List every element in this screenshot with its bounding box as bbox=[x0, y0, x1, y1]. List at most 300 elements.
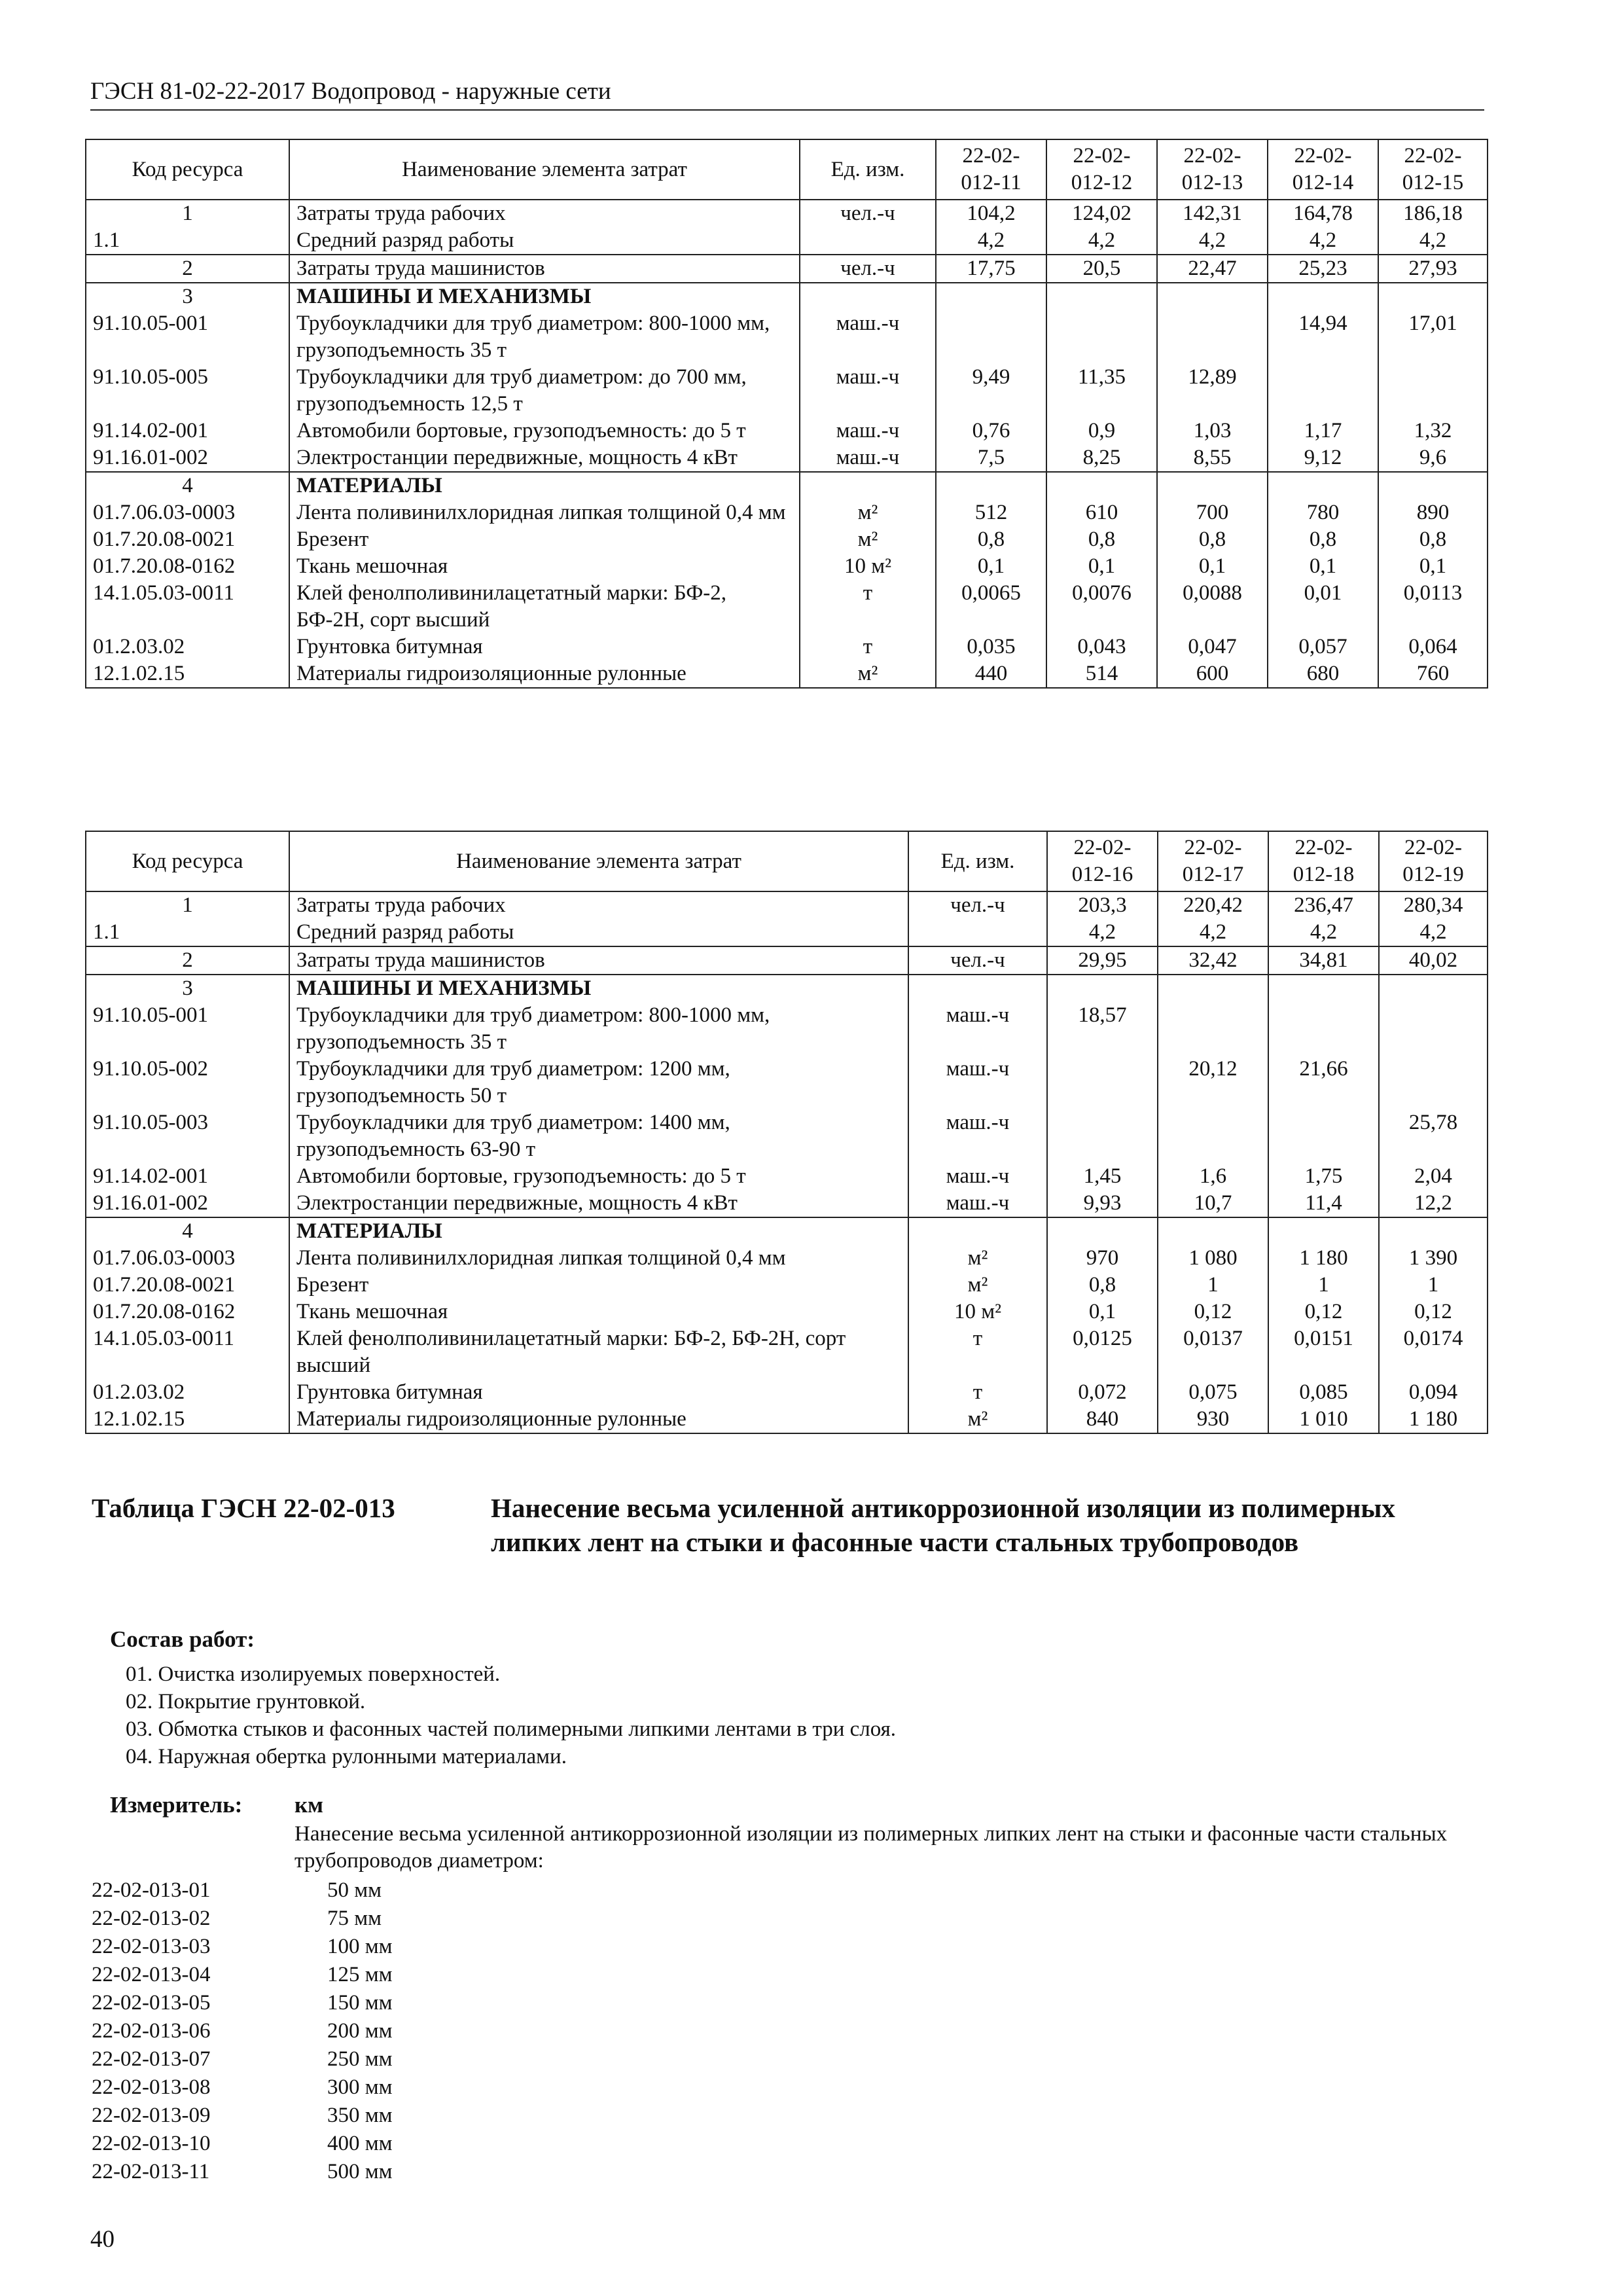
resource-name: Клей фенолполивинилацетатный марки: БФ-2, БФ-2Н, сорт высший bbox=[289, 1325, 908, 1379]
entry-row bbox=[92, 1990, 393, 2016]
entry-diameter: 125 мм bbox=[327, 1963, 393, 1986]
resource-value: 9,93 bbox=[1047, 1190, 1158, 1217]
resource-value bbox=[1047, 975, 1158, 1002]
resource-unit: т bbox=[800, 634, 936, 660]
resource-value bbox=[1268, 975, 1379, 1002]
resource-unit bbox=[800, 472, 936, 499]
resource-name: Материалы гидроизоляционные рулонные bbox=[289, 660, 800, 688]
header-norm-code bbox=[1268, 139, 1378, 200]
work-item: 01. Очистка изолируемых поверхностей. bbox=[126, 1662, 501, 1686]
resource-code: 91.14.02-001 bbox=[86, 1163, 289, 1190]
table-row bbox=[86, 310, 1488, 364]
norm-code-line: 012-18 bbox=[1293, 863, 1355, 886]
table-row bbox=[86, 634, 1488, 660]
entry-diameter: 250 мм bbox=[327, 2047, 393, 2071]
header-code: Код ресурса bbox=[86, 139, 289, 200]
norm-code-line: 012-14 bbox=[1292, 171, 1354, 194]
resource-value: 0,057 bbox=[1268, 634, 1378, 660]
resource-value: 600 bbox=[1157, 660, 1268, 688]
entry-diameter: 400 мм bbox=[327, 2132, 393, 2155]
resource-unit: 10 м² bbox=[800, 553, 936, 580]
resource-value: 1 bbox=[1268, 1272, 1379, 1299]
resource-value: 1 180 bbox=[1268, 1245, 1379, 1272]
resource-value: 11,35 bbox=[1046, 364, 1157, 418]
resource-value: 20,5 bbox=[1046, 255, 1157, 283]
norm-code-line: 22-02- bbox=[1073, 144, 1131, 168]
resource-value: 4,2 bbox=[1157, 227, 1268, 255]
resource-unit bbox=[908, 975, 1047, 1002]
table-row bbox=[86, 1406, 1488, 1433]
resource-unit: маш.-ч bbox=[800, 310, 936, 364]
resource-name: Ткань мешочная bbox=[289, 553, 800, 580]
resource-value: 25,78 bbox=[1379, 1109, 1488, 1163]
header-norm-code bbox=[1378, 139, 1488, 200]
resource-value: 840 bbox=[1047, 1406, 1158, 1433]
resource-value: 8,55 bbox=[1157, 444, 1268, 472]
resource-code: 3 bbox=[86, 283, 289, 310]
resource-name: Трубоукладчики для труб диаметром: 1400 мм, грузоподъемность 63-90 т bbox=[289, 1109, 908, 1163]
resource-value bbox=[1047, 1056, 1158, 1109]
resource-unit bbox=[800, 227, 936, 255]
resource-value: 12,2 bbox=[1379, 1190, 1488, 1217]
resource-value: 0,0125 bbox=[1047, 1325, 1158, 1379]
resource-value: 1,75 bbox=[1268, 1163, 1379, 1190]
resource-value: 4,2 bbox=[936, 227, 1046, 255]
resource-name: Брезент bbox=[289, 526, 800, 553]
entry-diameter: 350 мм bbox=[327, 2104, 393, 2127]
resource-value bbox=[936, 472, 1046, 499]
resource-unit: маш.-ч bbox=[908, 1002, 1047, 1056]
resource-name: Трубоукладчики для труб диаметром: 1200 мм, грузоподъемность 50 т bbox=[289, 1056, 908, 1109]
norm-code-line: 22-02- bbox=[1183, 144, 1241, 168]
norm-code-line: 22-02- bbox=[1404, 836, 1462, 859]
entry-row bbox=[92, 2130, 393, 2157]
table-row bbox=[86, 444, 1488, 472]
resource-value: 21,66 bbox=[1268, 1056, 1379, 1109]
resource-value: 280,34 bbox=[1379, 891, 1488, 919]
table-caption-label: Таблица ГЭСН 22-02-013 bbox=[92, 1493, 395, 1523]
table-row bbox=[86, 660, 1488, 688]
resource-value: 0,12 bbox=[1268, 1299, 1379, 1325]
resource-value: 20,12 bbox=[1158, 1056, 1268, 1109]
resource-value: 4,2 bbox=[1268, 919, 1379, 946]
resource-name: Затраты труда машинистов bbox=[289, 255, 800, 283]
resource-value: 0,072 bbox=[1047, 1379, 1158, 1406]
resource-value: 1 010 bbox=[1268, 1406, 1379, 1433]
resource-unit: т bbox=[800, 580, 936, 634]
table-row bbox=[86, 919, 1488, 946]
resource-value: 0,085 bbox=[1268, 1379, 1379, 1406]
resource-value bbox=[1378, 472, 1488, 499]
resource-code: 01.7.20.08-0162 bbox=[86, 553, 289, 580]
resource-name: МАТЕРИАЛЫ bbox=[289, 1217, 908, 1245]
resource-value: 514 bbox=[1046, 660, 1157, 688]
resource-code: 14.1.05.03-0011 bbox=[86, 1325, 289, 1379]
resource-value: 18,57 bbox=[1047, 1002, 1158, 1056]
resource-value: 0,0088 bbox=[1157, 580, 1268, 634]
entry-code: 22-02-013-02 bbox=[92, 1907, 211, 1930]
resource-code: 91.10.05-003 bbox=[86, 1109, 289, 1163]
resource-value: 0,047 bbox=[1157, 634, 1268, 660]
norm-code-line: 012-13 bbox=[1181, 171, 1243, 194]
resource-value: 4,2 bbox=[1158, 919, 1268, 946]
entry-code: 22-02-013-05 bbox=[92, 1991, 211, 2015]
resource-unit: м² bbox=[908, 1406, 1047, 1433]
resource-code: 14.1.05.03-0011 bbox=[86, 580, 289, 634]
resource-code: 01.2.03.02 bbox=[86, 1379, 289, 1406]
work-item: 03. Обмотка стыков и фасонных частей полимерными липкими лентами в три слоя. bbox=[126, 1717, 897, 1741]
resource-value bbox=[1158, 1217, 1268, 1245]
resource-value bbox=[1046, 472, 1157, 499]
entry-row bbox=[92, 2018, 393, 2044]
resource-value bbox=[1268, 283, 1378, 310]
resource-value bbox=[1157, 283, 1268, 310]
resource-value: 780 bbox=[1268, 499, 1378, 526]
resource-value bbox=[1378, 283, 1488, 310]
resource-code: 91.10.05-001 bbox=[86, 1002, 289, 1056]
norm-code-line: 012-16 bbox=[1071, 863, 1133, 886]
table-row bbox=[86, 526, 1488, 553]
resource-value: 760 bbox=[1378, 660, 1488, 688]
resource-value: 0,075 bbox=[1158, 1379, 1268, 1406]
resource-code: 2 bbox=[86, 255, 289, 283]
header-norm-code bbox=[1268, 831, 1379, 891]
resource-value: 1,32 bbox=[1378, 418, 1488, 444]
resource-value: 220,42 bbox=[1158, 891, 1268, 919]
resource-value: 1 390 bbox=[1379, 1245, 1488, 1272]
resource-value: 9,12 bbox=[1268, 444, 1378, 472]
resource-value: 0,035 bbox=[936, 634, 1046, 660]
resource-value: 12,89 bbox=[1157, 364, 1268, 418]
table-row bbox=[86, 499, 1488, 526]
resource-code: 1.1 bbox=[86, 227, 289, 255]
measure-description: Нанесение весьма усиленной антикоррозионной изоляции из полимерных липких лент на стыки и фасонные части стальных трубопроводов диаметром: bbox=[294, 1822, 1448, 1873]
resource-code: 91.16.01-002 bbox=[86, 444, 289, 472]
resource-value: 440 bbox=[936, 660, 1046, 688]
resource-value: 14,94 bbox=[1268, 310, 1378, 364]
work-item: 02. Покрытие грунтовкой. bbox=[126, 1690, 366, 1713]
resource-value: 0,0076 bbox=[1046, 580, 1157, 634]
measure-heading: Измеритель: bbox=[110, 1792, 243, 1818]
header-norm-code bbox=[1379, 831, 1488, 891]
resource-unit: м² bbox=[800, 499, 936, 526]
table-row bbox=[86, 891, 1488, 919]
entry-code: 22-02-013-06 bbox=[92, 2019, 211, 2043]
resource-value bbox=[1379, 1056, 1488, 1109]
resource-value: 512 bbox=[936, 499, 1046, 526]
resource-value: 164,78 bbox=[1268, 200, 1378, 227]
resource-code: 01.7.20.08-0021 bbox=[86, 526, 289, 553]
header-norm-code bbox=[936, 139, 1046, 200]
resource-value: 4,2 bbox=[1379, 919, 1488, 946]
resource-value bbox=[1268, 364, 1378, 418]
header-norm-code bbox=[1047, 831, 1158, 891]
table-row bbox=[86, 1190, 1488, 1217]
resource-unit: маш.-ч bbox=[908, 1056, 1047, 1109]
resource-name: Грунтовка битумная bbox=[289, 1379, 908, 1406]
resource-name: Материалы гидроизоляционные рулонные bbox=[289, 1406, 908, 1433]
resource-value: 0,12 bbox=[1158, 1299, 1268, 1325]
resource-unit: м² bbox=[800, 660, 936, 688]
resource-code: 91.10.05-002 bbox=[86, 1056, 289, 1109]
header-unit: Ед. изм. bbox=[800, 139, 936, 200]
norm-code-line: 22-02- bbox=[962, 144, 1020, 168]
table-row bbox=[86, 1245, 1488, 1272]
resource-value: 8,25 bbox=[1046, 444, 1157, 472]
header-name: Наименование элемента затрат bbox=[289, 831, 908, 891]
header-norm-code bbox=[1158, 831, 1268, 891]
resource-value: 970 bbox=[1047, 1245, 1158, 1272]
resource-unit: маш.-ч bbox=[908, 1190, 1047, 1217]
resource-code: 91.16.01-002 bbox=[86, 1190, 289, 1217]
entry-row bbox=[92, 2102, 393, 2128]
resource-value bbox=[1268, 472, 1378, 499]
table-row bbox=[86, 1056, 1488, 1109]
resource-value: 32,42 bbox=[1158, 946, 1268, 975]
resource-value: 0,1 bbox=[1047, 1299, 1158, 1325]
entry-row bbox=[92, 1905, 382, 1931]
resource-value: 0,094 bbox=[1379, 1379, 1488, 1406]
resource-value: 11,4 bbox=[1268, 1190, 1379, 1217]
resource-name: МАШИНЫ И МЕХАНИЗМЫ bbox=[289, 975, 908, 1002]
resource-name: Затраты труда рабочих bbox=[289, 200, 800, 227]
resource-value: 0,0065 bbox=[936, 580, 1046, 634]
resource-value: 7,5 bbox=[936, 444, 1046, 472]
entry-row bbox=[92, 2074, 393, 2100]
resource-value bbox=[1046, 310, 1157, 364]
entry-diameter: 75 мм bbox=[327, 1907, 382, 1930]
resource-code: 4 bbox=[86, 472, 289, 499]
resource-value bbox=[936, 283, 1046, 310]
resource-code: 01.7.06.03-0003 bbox=[86, 499, 289, 526]
resource-value bbox=[1158, 1109, 1268, 1163]
resource-name: Электростанции передвижные, мощность 4 кВт bbox=[289, 444, 800, 472]
resource-value: 34,81 bbox=[1268, 946, 1379, 975]
table-row bbox=[86, 418, 1488, 444]
entry-diameter: 50 мм bbox=[327, 1878, 382, 1902]
resource-unit: т bbox=[908, 1325, 1047, 1379]
entry-code: 22-02-013-01 bbox=[92, 1878, 211, 1902]
resource-value bbox=[1047, 1217, 1158, 1245]
page-number: 40 bbox=[90, 2226, 115, 2253]
resource-unit: маш.-ч bbox=[800, 418, 936, 444]
resource-name: Автомобили бортовые, грузоподъемность: до 5 т bbox=[289, 418, 800, 444]
resource-value bbox=[1158, 975, 1268, 1002]
measure-unit: км bbox=[294, 1792, 324, 1818]
resource-unit: чел.-ч bbox=[908, 891, 1047, 919]
table-row bbox=[86, 1379, 1488, 1406]
resource-unit: чел.-ч bbox=[800, 255, 936, 283]
work-item: 04. Наружная обертка рулонными материалами. bbox=[126, 1745, 567, 1768]
resource-unit bbox=[908, 919, 1047, 946]
entry-code: 22-02-013-11 bbox=[92, 2160, 210, 2183]
resource-name: Средний разряд работы bbox=[289, 919, 908, 946]
resource-value: 0,8 bbox=[1268, 526, 1378, 553]
resource-code: 4 bbox=[86, 1217, 289, 1245]
table-caption-title: Нанесение весьма усиленной антикоррозионной изоляции из полимерных липких лент на стыки и фасонные части стальных трубопроводов bbox=[491, 1493, 1395, 1557]
resource-value: 0,76 bbox=[936, 418, 1046, 444]
norm-code-line: 22-02- bbox=[1294, 836, 1353, 859]
header-norm-code bbox=[1046, 139, 1157, 200]
resource-value bbox=[1157, 472, 1268, 499]
resource-value: 104,2 bbox=[936, 200, 1046, 227]
resource-value: 1 080 bbox=[1158, 1245, 1268, 1272]
norm-code-line: 012-12 bbox=[1071, 171, 1133, 194]
resource-value: 27,93 bbox=[1378, 255, 1488, 283]
resource-value bbox=[1157, 310, 1268, 364]
entry-code: 22-02-013-07 bbox=[92, 2047, 211, 2071]
resource-unit bbox=[800, 283, 936, 310]
resource-value: 22,47 bbox=[1157, 255, 1268, 283]
resource-value: 40,02 bbox=[1379, 946, 1488, 975]
resource-value: 4,2 bbox=[1046, 227, 1157, 255]
resource-name: Трубоукладчики для труб диаметром: до 700 мм, грузоподъемность 12,5 т bbox=[289, 364, 800, 418]
entry-diameter: 300 мм bbox=[327, 2075, 393, 2099]
table-row bbox=[86, 227, 1488, 255]
resource-value: 0,0174 bbox=[1379, 1325, 1488, 1379]
resource-code: 1 bbox=[86, 200, 289, 227]
resource-value: 0,1 bbox=[1378, 553, 1488, 580]
table-row bbox=[86, 1299, 1488, 1325]
resource-value: 1,45 bbox=[1047, 1163, 1158, 1190]
resource-unit: маш.-ч bbox=[800, 444, 936, 472]
header-code: Код ресурса bbox=[86, 831, 289, 891]
resource-unit: маш.-ч bbox=[908, 1109, 1047, 1163]
resource-code: 2 bbox=[86, 946, 289, 975]
resource-name: Электростанции передвижные, мощность 4 кВт bbox=[289, 1190, 908, 1217]
resource-value bbox=[1047, 1109, 1158, 1163]
resource-value: 142,31 bbox=[1157, 200, 1268, 227]
resource-value bbox=[1046, 283, 1157, 310]
entry-code: 22-02-013-08 bbox=[92, 2075, 211, 2099]
resource-value: 0,1 bbox=[1157, 553, 1268, 580]
resource-value: 0,0137 bbox=[1158, 1325, 1268, 1379]
resource-unit bbox=[908, 1217, 1047, 1245]
resource-value: 0,064 bbox=[1378, 634, 1488, 660]
resource-value: 0,01 bbox=[1268, 580, 1378, 634]
resource-value: 0,1 bbox=[1046, 553, 1157, 580]
table-row bbox=[86, 1325, 1488, 1379]
entry-code: 22-02-013-04 bbox=[92, 1963, 211, 1986]
resource-value: 0,8 bbox=[1047, 1272, 1158, 1299]
norm-code-line: 012-19 bbox=[1402, 863, 1464, 886]
resource-value: 4,2 bbox=[1268, 227, 1378, 255]
table-header-row bbox=[86, 139, 1488, 200]
resource-value: 0,8 bbox=[936, 526, 1046, 553]
header-name: Наименование элемента затрат bbox=[289, 139, 800, 200]
resource-value: 9,49 bbox=[936, 364, 1046, 418]
norm-code-line: 012-15 bbox=[1402, 171, 1464, 194]
table-row bbox=[86, 472, 1488, 499]
resource-value: 17,01 bbox=[1378, 310, 1488, 364]
resource-name: Трубоукладчики для труб диаметром: 800-1000 мм, грузоподъемность 35 т bbox=[289, 310, 800, 364]
resource-value: 0,12 bbox=[1379, 1299, 1488, 1325]
resource-unit: маш.-ч bbox=[800, 364, 936, 418]
entry-row bbox=[92, 2046, 393, 2072]
resource-value: 29,95 bbox=[1047, 946, 1158, 975]
resource-unit: м² bbox=[908, 1245, 1047, 1272]
entry-code: 22-02-013-03 bbox=[92, 1935, 211, 1958]
resource-name: Лента поливинилхлоридная липкая толщиной 0,4 мм bbox=[289, 499, 800, 526]
resource-value: 930 bbox=[1158, 1406, 1268, 1433]
resource-value: 10,7 bbox=[1158, 1190, 1268, 1217]
norm-code-line: 22-02- bbox=[1073, 836, 1132, 859]
resource-value: 4,2 bbox=[1047, 919, 1158, 946]
entry-row bbox=[92, 1933, 393, 1960]
resource-value: 0,9 bbox=[1046, 418, 1157, 444]
resource-name: Ткань мешочная bbox=[289, 1299, 908, 1325]
resource-value: 0,0151 bbox=[1268, 1325, 1379, 1379]
resource-value bbox=[936, 310, 1046, 364]
resource-name: Затраты труда машинистов bbox=[289, 946, 908, 975]
table-row bbox=[86, 1272, 1488, 1299]
resource-code: 01.7.20.08-0021 bbox=[86, 1272, 289, 1299]
resource-value: 1,17 bbox=[1268, 418, 1378, 444]
resource-code: 01.7.20.08-0162 bbox=[86, 1299, 289, 1325]
running-header: ГЭСН 81-02-22-2017 Водопровод - наружные сети bbox=[90, 77, 1484, 111]
resource-unit: маш.-ч bbox=[908, 1163, 1047, 1190]
header-norm-code bbox=[1157, 139, 1268, 200]
resource-value: 203,3 bbox=[1047, 891, 1158, 919]
resource-value: 680 bbox=[1268, 660, 1378, 688]
resource-value: 236,47 bbox=[1268, 891, 1379, 919]
resource-unit: м² bbox=[908, 1272, 1047, 1299]
resource-code: 1 bbox=[86, 891, 289, 919]
resource-name: Клей фенолполивинилацетатный марки: БФ-2, БФ-2Н, сорт высший bbox=[289, 580, 800, 634]
resource-value: 1,03 bbox=[1157, 418, 1268, 444]
resource-value bbox=[1379, 1002, 1488, 1056]
resource-value: 0,043 bbox=[1046, 634, 1157, 660]
resource-value: 124,02 bbox=[1046, 200, 1157, 227]
resource-code: 91.10.05-001 bbox=[86, 310, 289, 364]
resource-name: Автомобили бортовые, грузоподъемность: до 5 т bbox=[289, 1163, 908, 1190]
resource-code: 12.1.02.15 bbox=[86, 1406, 289, 1433]
resource-value: 0,8 bbox=[1046, 526, 1157, 553]
resource-code: 91.14.02-001 bbox=[86, 418, 289, 444]
table-row bbox=[86, 975, 1488, 1002]
resource-value: 1 bbox=[1379, 1272, 1488, 1299]
entry-row bbox=[92, 1877, 382, 1903]
resource-value: 610 bbox=[1046, 499, 1157, 526]
resource-name: МАШИНЫ И МЕХАНИЗМЫ bbox=[289, 283, 800, 310]
work-composition-heading: Состав работ: bbox=[110, 1626, 255, 1652]
entry-row bbox=[92, 2159, 393, 2185]
entry-diameter: 150 мм bbox=[327, 1991, 393, 2015]
table-row bbox=[86, 283, 1488, 310]
resource-value: 9,6 bbox=[1378, 444, 1488, 472]
resource-value: 700 bbox=[1157, 499, 1268, 526]
resource-code: 01.2.03.02 bbox=[86, 634, 289, 660]
table-row bbox=[86, 580, 1488, 634]
entry-diameter: 500 мм bbox=[327, 2160, 393, 2183]
resource-unit: чел.-ч bbox=[800, 200, 936, 227]
entry-diameter: 100 мм bbox=[327, 1935, 393, 1958]
resource-name: Средний разряд работы bbox=[289, 227, 800, 255]
entry-row bbox=[92, 1962, 393, 1988]
resource-unit: чел.-ч bbox=[908, 946, 1047, 975]
entry-code: 22-02-013-10 bbox=[92, 2132, 211, 2155]
resource-value bbox=[1268, 1002, 1379, 1056]
resource-value: 4,2 bbox=[1378, 227, 1488, 255]
resource-value: 186,18 bbox=[1378, 200, 1488, 227]
resource-value: 890 bbox=[1378, 499, 1488, 526]
table-header-row bbox=[86, 831, 1488, 891]
table-row bbox=[86, 553, 1488, 580]
resource-unit: м² bbox=[800, 526, 936, 553]
resource-code: 1.1 bbox=[86, 919, 289, 946]
header-unit: Ед. изм. bbox=[908, 831, 1047, 891]
resource-value: 0,8 bbox=[1157, 526, 1268, 553]
